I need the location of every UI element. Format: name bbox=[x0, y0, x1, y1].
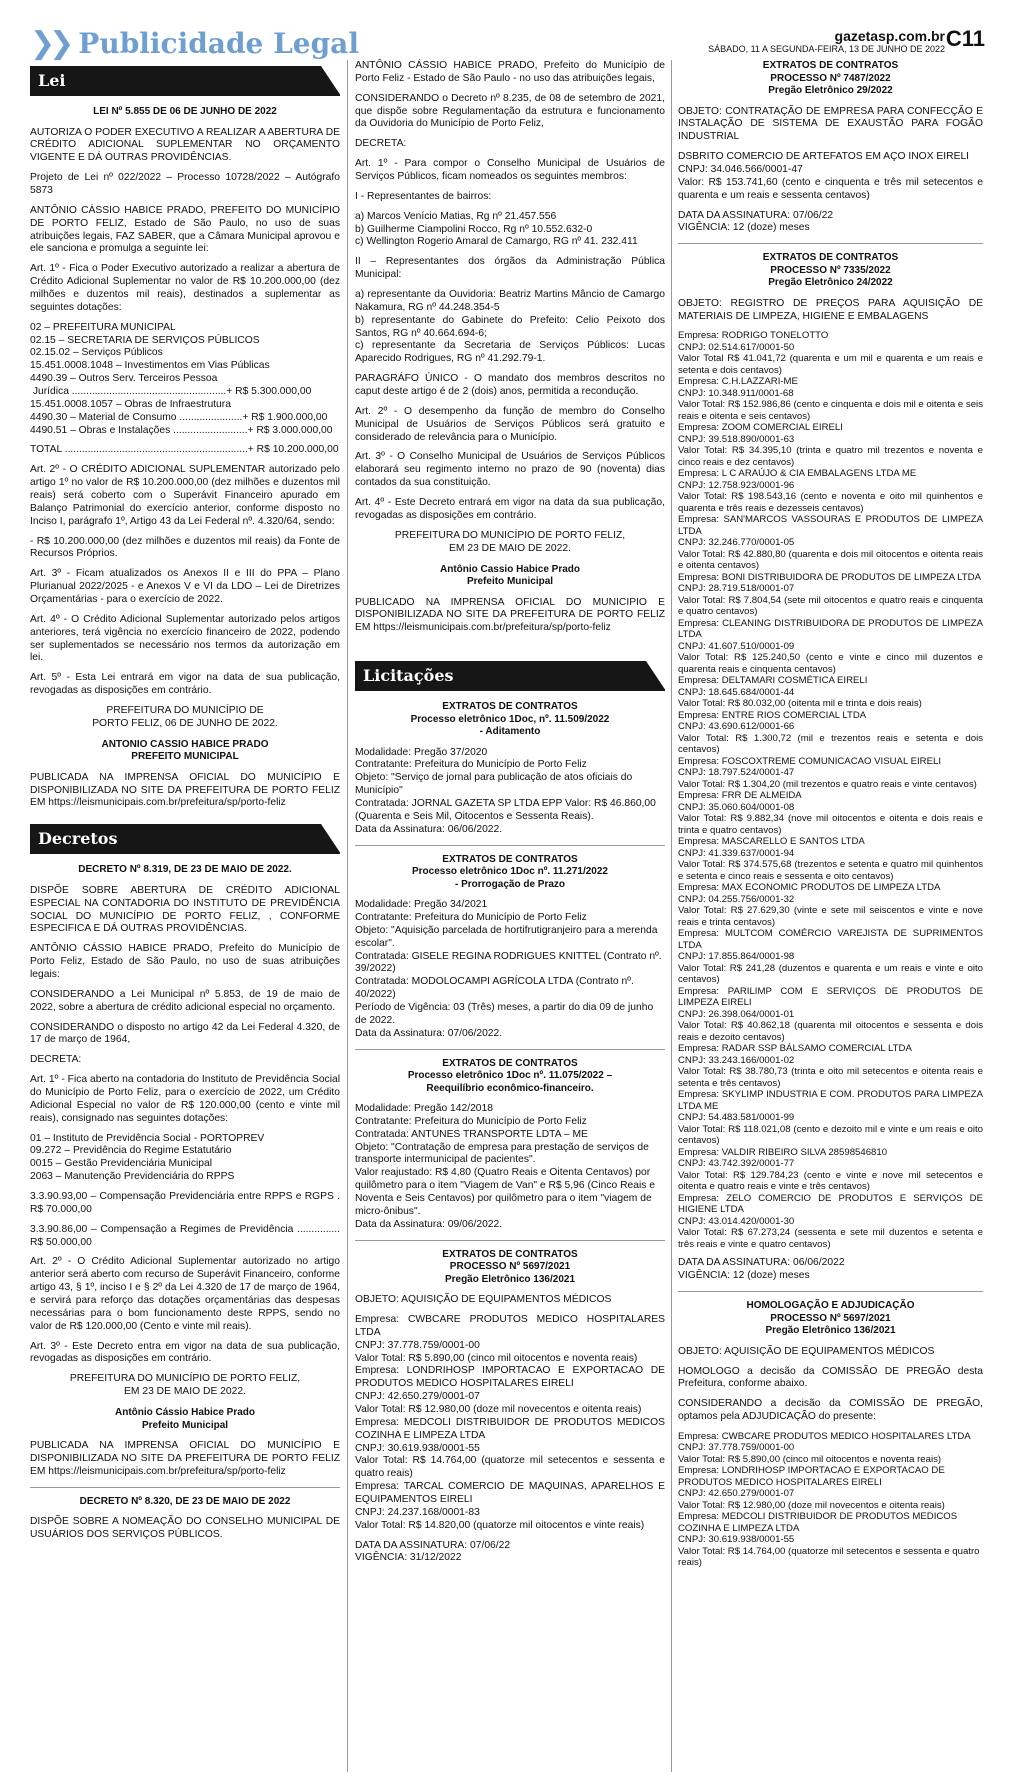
extrato-4-objeto: OBJETO: AQUISIÇÃO DE EQUIPAMENTOS MÉDICOS bbox=[355, 1294, 612, 1306]
decreto-8320-art1: Art. 1º - Para compor o Conselho Municipal de Usuários de Serviços Públicos, ficam nomeados os seguintes membros: bbox=[355, 158, 668, 183]
decreto-8320-title: DECRETO Nº 8.320, DE 23 DE MAIO DE 2022 bbox=[79, 1495, 291, 1507]
decreto-8320-inciso-ii: II – Representantes dos órgãos da Administração Pública Municipal: bbox=[355, 256, 668, 281]
decreto-8320-art3: Art. 3º - O Conselho Municipal de Usuários de Serviços Públicos elaborará seu regimento interno no prazo de 90 (noventa) dias contados da sua constituição. bbox=[355, 451, 668, 489]
extrato-6-objeto: OBJETO: REGISTRO DE PREÇOS PARA AQUISIÇÃO DE MATERIAIS DE LIMPEZA, HIGIENE E EMBALAGENS bbox=[678, 297, 986, 322]
divider bbox=[678, 1291, 983, 1292]
lei-art5: Art. 5º - Esta Lei entrará em vigor na data de sua publicação, revogadas as disposições em contrário. bbox=[30, 672, 343, 697]
page-header bbox=[30, 26, 985, 62]
decreto-8320-decreta: DECRETA: bbox=[355, 138, 407, 150]
section-header-decretos: Decretos bbox=[30, 824, 340, 854]
divider bbox=[355, 845, 665, 846]
decreto-8319-intro: ANTÔNIO CÁSSIO HABICE PRADO, Prefeito do Município de Porto Feliz, Estado de São Paulo, no uso de suas atribuições legais: bbox=[30, 943, 343, 980]
extrato-3-body: Modalidade: Pregão 142/2018 Contratante: Prefeitura do Município de Porto Feliz Contratada: ANTUNES TRANSPORTE LDTA – ME Objeto: "Contratação de empresa para prestação de serviços de transporte intermunicipal de pacientes". Valor reajustado: R$ 4,80 (Quatro Reais e Oitenta Centavos) por quilômetro para o item "Viagem de Van" e R$ 5,96 (Cinco Reais e Noventa e Seis Centavos) por quilômetro para o item "viagem de micro-ônibus". Data da Assinatura: 09/06/2022. bbox=[355, 1103, 655, 1230]
decreto-8320-ementa: DISPÕE SOBRE A NOMEAÇÃO DO CONSELHO MUNICIPAL DE USUÁRIOS DOS SERVIÇOS PÚBLICOS. bbox=[30, 1516, 343, 1540]
lei-art2b: - R$ 10.200.000,00 (dez milhões e duzentos mil reais) da Fonte de Recursos Próprios. bbox=[30, 535, 343, 560]
site-url[interactable]: gazetasp.com.br bbox=[834, 28, 945, 44]
lei-ementa: AUTORIZA O PODER EXECUTIVO A REALIZAR A ABERTURA DE CRÉDITO ADICIONAL SUPLEMENTAR NO ORÇAMENTO VIGENTE E DÁ OUTRAS PROVIDÊNCIAS. bbox=[30, 126, 343, 164]
decreto-8319-art3: Art. 3º - Este Decreto entra em vigor na data de sua publicação, revogadas as disposições em contrário. bbox=[30, 1340, 343, 1365]
extrato-2-body: Modalidade: Pregão 34/2021 Contratante: Prefeitura do Município de Porto Feliz Objeto: "Aquisição parcelada de hortifrutigranjeiro para a merenda escolar". Contratada: GISELE REGINA RODRIGUES KNITTEL (Contrato nº. 39/2022) Contratada: MODOLOCAMPI AGRÍCOLA LTDA (Contrato nº. 40/2022) Período de Vigência: 03 (Três) meses, a partir do dia 09 de junho de 2022. Data da Assinatura: 07/06/2022. bbox=[355, 899, 662, 1039]
extrato-4-body: Empresa: CWBCARE PRODUTOS MEDICO HOSPITALARES LTDA CNPJ: 37.778.759/0001-00 Valor Total: R$ 5.890,00 (cinco mil oitocentos e noventa reais) Empresa: LONDRIHOSP IMPORTACAO E EXPORTACAO DE PRODUTOS MEDICO HOSPITALARES EIRELI CNPJ: 42.650.279/0001-07 Valor Total: R$ 12.980,00 (doze mil novecentos e oitenta reais) Empresa: MEDCOLI DISTRIBUIDOR DE PRODUTOS MEDICOS COZINHA E LIMPEZA LTDA CNPJ: 30.619.938/0001-55 Valor Total: R$ 14.764,00 (quatorze mil setecentos e sessenta e quatro reais) Empresa: TARCAL COMERCIO DE MAQUINAS, APARELHOS E EQUIPAMENTOS EIRELI CNPJ: 24.237.168/0001-83 Valor Total: R$ 14.820,00 (quatorze mil oitocentos e vinte reais) bbox=[355, 1314, 665, 1531]
decreto-8319-dotacoes: 01 – Instituto de Previdência Social - PORTOPREV 09.272 – Previdência do Regime Estatutário 0015 – Gestão Previdenciária Municipal 2063 – Manutenção Previdenciária do RPPS bbox=[30, 1132, 265, 1183]
column-divider bbox=[347, 60, 348, 1772]
double-chevron-icon: ❯❯ bbox=[30, 26, 69, 61]
lei-art3: Art. 3º - Ficam atualizados os Anexos II e III do PPA – Plano Plurianual 2022/2025 - e Anexos V e VI da LDO – Lei de Diretrizes Orçamentárias - para o exercício de 2022. bbox=[30, 568, 343, 605]
lei-dotacoes: 02 – PREFEITURA MUNICIPAL 02.15 – SECRETARIA DE SERVIÇOS PÚBLICOS 02.15.02 – Serviços Públicos 15.451.0008.1048 – Investimentos em Vias Públicas 4490.39 – Outros Serv. Terceiros Pessoa Jurídica ......................................................+ R$ 5.300.000,00 15.451.0008.1057 – Obras de Infraestrutura 4490.30 – Material de Consumo ......................+ R$ 1.900.000,00 4490.51 – Obras e Instalações ..........................+ R$ 3.000.000,00 bbox=[30, 321, 333, 436]
decreto-8320-considerando: CONSIDERANDO o Decreto nº 8.235, de 08 de setembro de 2021, que dispõe sobre Regulamentação da estrutura e funcionamento da Ouvidoria do Município de Porto Feliz, bbox=[355, 92, 668, 130]
decreto-8320-publicacao: PUBLICADO NA IMPRENSA OFICIAL DO MUNICIPIO E DISPONIBILIZADA NO SITE DA PREFEITURA DE PORTO FELIZ EM https://leismunicipais.com.br/prefeitura/sp/porto-feliz bbox=[355, 596, 668, 634]
extrato-4-title: EXTRATOS DE CONTRATOS PROCESSO Nº 5697/2021 Pregão Eletrônico 136/2021 bbox=[442, 1248, 578, 1285]
extrato-5-title: EXTRATOS DE CONTRATOS PROCESSO Nº 7487/2022 Pregão Eletrônico 29/2022 bbox=[762, 60, 899, 96]
decreto-8319-dotacao-2: 3.3.90.93,00 – Compensação Previdenciária entre RPPS e RGPS . R$ 70.000,00 bbox=[30, 1191, 343, 1215]
homologacao-body: Empresa: CWBCARE PRODUTOS MEDICO HOSPITALARES LTDA CNPJ: 37.778.759/0001-00 Valor Total: R$ 5.890,00 (cinco mil oitocentos e noventa reais) Empresa: LONDRIHOSP IMPORTACAO E EXPORTACAO DE PRODUTOS MEDICO HOSPITALARES EIRELI CNPJ: 42.650.279/0001-07 Valor Total: R$ 12.980,00 (doze mil novecentos e oitenta reais) Empresa: MEDCOLI DISTRIBUIDOR DE PRODUTOS MEDICOS COZINHA E LIMPEZA LTDA CNPJ: 30.619.938/0001-55 Valor Total: R$ 14.764,00 (quatorze mil setecentos e sessenta e quatro reais) bbox=[678, 1430, 980, 1569]
decreto-8319-dotacao-3: 3.3.90.86,00 – Compensação a Regimes de Previdência ............... R$ 50.000,00 bbox=[30, 1223, 343, 1248]
decreto-8319-considerando-1: CONSIDERANDO a Lei Municipal nº 5.853, de 19 de maio de 2022, sobre a abertura de crédito adicional especial no orçamento. bbox=[30, 988, 343, 1013]
decreto-8320-inciso-i-list: a) Marcos Venício Matias, Rg nº 21.457.556 b) Guilherme Ciampolini Rocco, Rg nº 10.552.632-0 c) Wellington Rogerio Amaral de Camargo, RG nº 41. 232.411 bbox=[355, 210, 638, 248]
lei-title: LEI Nº 5.855 DE 06 DE JUNHO DE 2022 bbox=[93, 106, 277, 117]
extrato-5-body: DSBRITO COMERCIO DE ARTEFATOS EM AÇO INOX EIRELI CNPJ: 34.046.566/0001-47 Valor: R$ 153.741,60 (cento e cinquenta e três mil setecentos e quarenta e um reais e sessenta centavos) bbox=[678, 151, 983, 201]
decreto-8320-signature: Antônio Cassio Habice Prado Prefeito Municipal bbox=[439, 563, 581, 587]
extrato-6-footer: DATA DA ASSINATURA: 06/06/2022 VIGÊNCIA: 12 (doze) meses bbox=[678, 1257, 845, 1282]
section-title: Publicidade Legal bbox=[78, 27, 359, 60]
extrato-2-title: EXTRATOS DE CONTRATOS Processo eletrônico 1Doc nº. 11.271/2022 - Prorrogação de Prazo bbox=[412, 853, 608, 890]
extrato-3-title: EXTRATOS DE CONTRATOS Processo eletrônico 1Doc nº. 11.075/2022 – Reequilíbrio econômico-financeiro. bbox=[407, 1057, 613, 1094]
homologacao-objeto: OBJETO: AQUISIÇÃO DE EQUIPAMENTOS MÉDICOS bbox=[678, 1345, 935, 1357]
extrato-5-objeto: OBJETO: CONTRATAÇÃO DE EMPRESA PARA CONFECÇÃO E INSTALAÇÃO DE SISTEMA DE EXAUSTÃO PARA FOGÃO INDUSTRIAL bbox=[678, 105, 986, 143]
decreto-8319-ementa: DISPÕE SOBRE ABERTURA DE CRÉDITO ADICIONAL ESPECIAL NA CONTADORIA DO INSTITUTO DE PREVIDÊNCIA SOCIAL DO MUNICÍPIO DE PORTO FELIZ, , CONFORME ESPECIFICA E DÁ OUTRAS PROVIDÊNCIAS. bbox=[30, 884, 343, 935]
lei-publicacao: PUBLICADA NA IMPRENSA OFICIAL DO MUNICÍPIO E DISPONIBILIZADA NO SITE DA PREFEITURA DE PORTO FELIZ EM https://leismunicipais.com.br/prefeitura/sp/porto-feliz bbox=[30, 771, 343, 809]
column-divider bbox=[671, 60, 672, 1772]
homologacao-homologo: HOMOLOGO a decisão da COMISSÃO DE PREGÃO desta Prefeitura, conforme abaixo. bbox=[678, 1365, 986, 1390]
column-2 bbox=[355, 60, 668, 1565]
lei-art1: Art. 1º - Fica o Poder Executivo autorizado a realizar a abertura de Crédito Adicional Suplementar no valor de R$ 10.200.000,00 (dez milhões e duzentos mil reais), destinados a suplementar as seguintes dotações: bbox=[30, 263, 343, 313]
decreto-8319-publicacao: PUBLICADA NA IMPRENSA OFICIAL DO MUNICÍPIO E DISPONIBILIZADA NO SITE DA PREFEITURA DE PORTO FELIZ EM https://leismunicipais.com.br/prefeitura/sp/porto-feliz bbox=[30, 1440, 343, 1477]
decreto-8319-considerando-2: CONSIDERANDO o disposto no artigo 42 da Lei Federal 4.320, de 17 de março de 1964, bbox=[30, 1021, 343, 1046]
divider bbox=[30, 1487, 340, 1488]
header-meta bbox=[708, 28, 945, 54]
homologacao-considerando: CONSIDERANDO a decisão da COMISSÃO DE PREGÃO, optamos pela ADJUDICAÇÃO do presente: bbox=[678, 1398, 986, 1423]
divider bbox=[355, 1240, 665, 1241]
decreto-8320-art4: Art. 4º - Este Decreto entrará em vigor na data da sua publicação, revogadas as disposições em contrário. bbox=[355, 497, 668, 521]
lei-intro: ANTÔNIO CÁSSIO HABICE PRADO, PREFEITO DO MUNICÍPIO DE PORTO FELIZ, Estado de São Paulo, no uso de suas atribuições legais, FAZ SABER, que a Câmara Municipal aprovou e ele sanciona e promulga a seguinte lei: bbox=[30, 204, 343, 255]
extrato-6-body: Empresa: RODRIGO TONELOTTO CNPJ: 02.514.617/0001-50 Valor Total R$ 41.041,72 (quarenta e um mil e quarenta e um reais e setenta e dois centavos) Empresa: C.H.LAZZARI-ME CNPJ: 10.348.911/0001-68 Valor Total: R$ 152.986,86 (cento e cinquenta e dois mil e oitenta e seis reais e oitenta e seis centavos) Empresa: ZOOM COMERCIAL EIRELI CNPJ: 39.518.890/0001-63 Valor Total: R$ 34.395,10 (trinta e quatro mil trezentos e noventa e cinco reais e dez centavos) Empresa: L C ARAÚJO & CIA EMBALAGENS LTDA ME CNPJ: 12.758.923/0001-96 Valor Total: R$ 198.543,16 (cento e noventa e oito mil quinhentos e quarenta e três reais e dezesseis centavos) Empresa: SAN'MARCOS VASSOURAS E PRODUTOS DE LIMPEZA LTDA CNPJ: 32.246.770/0001-05 Valor Total: R$ 42.880,80 (quarenta e dois mil oitocentos e oitenta reais e oitenta centavos) Empresa: BONI DISTRIBUIDORA DE PRODUTOS DE LIMPEZA LTDA CNPJ: 28.719.518/0001-07 Valor Total: R$ 7.804,54 (sete mil oitocentos e quatro reais e cinquenta e quatro centavos) Empresa: CLEANING DISTRIBUIDORA DE PRODUTOS DE LIMPEZA LTDA CNPJ: 41.607.510/0001-09 Valor Total: R$ 125.240,50 (cento e vinte e cinco mil duzentos e quarenta reais e cinquenta centavos) Empresa: DELTAMARI COSMÉTICA EIRELI CNPJ: 18.645.684/0001-44 Valor Total: R$ 80.032,00 (oitenta mil e trinta e dois reais) Empresa: ENTRE RIOS COMERCIAL LTDA CNPJ: 43.690.612/0001-66 Valor Total: R$ 1.300,72 (mil e trezentos reais e setenta e dois centavos) Empresa: FOSCOXTREME COMUNICACAO VISUAL EIRELI CNPJ: 18.797.524/0001-47 Valor Total: R$ 1.304,20 (mil trezentos e quatro reais e vinte centavos) Empresa: FRR DE ALMEIDA CNPJ: 35.060.604/0001-08 Valor Total: R$ 9.882,34 (nove mil oitocentos e oitenta e dois reais e trinta e quatro centavos) Empresa: MASCARELLO E SANTOS LTDA CNPJ: 41.339.637/0001-94 Valor Total: R$ 374.575,68 (trezentos e setenta e quatro mil quinhentos e setenta e cinco reais e sessenta e oito centavos) Empresa: MAX ECONOMIC PRODUTOS DE LIMPEZA LTDA CNPJ: 04.255.756/0001-32 Valor Total: R$ 27.629,30 (vinte e sete mil seiscentos e vinte e nove reais e trinta centavos) Empresa: MULTCOM COMÉRCIO VAREJISTA DE SUPRIMENTOS LTDA CNPJ: 17.855.864/0001-98 Valor Total: R$ 241,28 (duzentos e quarenta e um reais e vinte e oito centavos) Empresa: PARILIMP COM E SERVIÇOS DE PRODUTOS DE LIMPEZA EIRELI CNPJ: 26.398.064/0001-01 Valor Total: R$ 40.862,18 (quarenta mil oitocentos e sessenta e dois reais e dezoito centavos) Empresa: RADAR SSP BÁLSAMO COMERCIAL LTDA CNPJ: 33.243.166/0001-02 Valor Total: R$ 38.780,73 (trinta e oito mil setecentos e oitenta reais e setenta e três centavos) Empresa: SKYLIMP INDUSTRIA E COM. PRODUTOS PARA LIMPEZA LTDA ME CNPJ: 54.483.581/0001-99 Valor Total: R$ 118.021,08 (cento e dezoito mil e vinte e um reais e oito centavos) Empresa: VALDIR RIBEIRO SILVA 28598546810 CNPJ: 43.742.392/0001-77 Valor Total: R$ 129.784,23 (cento e vinte e nove mil setecentos e oitenta e quatro reais e vinte e três centavos) Empresa: ZELO COMERCIO DE PRODUTOS E SERVIÇOS DE HIGIENE LTDA CNPJ: 43.014.420/0001-30 Valor Total: R$ 67.273,24 (sessenta e sete mil duzentos e setenta e três reais e vinte e quatro centavos) bbox=[678, 330, 983, 1250]
decreto-8320-inciso-i: I - Representantes de bairros: bbox=[355, 190, 492, 202]
decreto-8319-art1: Art. 1º - Fica aberto na contadoria do Instituto de Previdência Social do Município de Porto Feliz, para o exercício de 2022, um Crédito Adicional Especial no valor de R$ 120.000,00 (cento e vinte mil reais), consignado nas seguintes dotações: bbox=[30, 1074, 343, 1124]
lei-total: TOTAL ................................................................+ R$ 10.200.000,00 bbox=[30, 444, 339, 456]
decreto-8320-intro: ANTÔNIO CÁSSIO HABICE PRADO, Prefeito do Município de Porto Feliz - Estado de São Paulo - no uso das atribuições legais, bbox=[355, 60, 668, 84]
lei-projeto: Projeto de Lei nº 022/2022 – Processo 10728/2022 – Autógrafo 5873 bbox=[30, 172, 343, 196]
decreto-8319-decreta: DECRETA: bbox=[30, 1054, 82, 1066]
lei-local: PREFEITURA DO MUNICÍPIO DE PORTO FELIZ, 06 DE JUNHO DE 2022. bbox=[92, 705, 278, 729]
section-header-lei: Lei bbox=[30, 66, 340, 96]
lei-art2: Art. 2º - O CRÉDITO ADICIONAL SUPLEMENTAR autorizado pelo artigo 1º no valor de R$ 10.200.000,00 (dez milhões e duzentos mil reais) será coberto com o Superávit Financeiro apurado em Balanço Patrimonial do exercício anterior, conforme disposto no Inciso I, parágrafo 1º, Artigo 43 da Lei Federal nº. 4.320/64, sendo: bbox=[30, 464, 343, 527]
column-1 bbox=[30, 60, 343, 1549]
decreto-8319-title: DECRETO Nº 8.319, DE 23 DE MAIO DE 2022. bbox=[78, 864, 292, 876]
decreto-8320-paragrafo: PARAGRÁFO ÚNICO - O mandato dos membros descritos no caput deste artigo é de 2 (dois) anos, permitida a recondução. bbox=[355, 373, 668, 398]
extrato-4-footer: DATA DA ASSINATURA: 07/06/22 VIGÊNCIA: 31/12/2022 bbox=[355, 1539, 511, 1564]
divider bbox=[355, 1049, 665, 1050]
decreto-8320-art2: Art. 2º - O desempenho da função de membro do Conselho Municipal de Usuários de Serviços Públicos será gratuito e considerado de relevância para o Município. bbox=[355, 405, 668, 443]
column-3 bbox=[678, 60, 986, 1569]
edition-date: SÁBADO, 11 A SEGUNDA-FEIRA, 13 DE JUNHO DE 2022 bbox=[708, 44, 945, 54]
decreto-8319-signature: Antônio Cássio Habice Prado Prefeito Municipal bbox=[114, 1407, 256, 1431]
lei-signature: ANTONIO CASSIO HABICE PRADO PREFEITO MUNICIPAL bbox=[101, 738, 269, 763]
divider bbox=[678, 243, 983, 244]
decreto-8319-art2: Art. 2º - O Crédito Adicional Suplementar autorizado no artigo anterior será aberto com recurso de Superávit Financeiro, conforme artigo 43, § 1º, inciso I e § 2º da Lei 4.320 de 17 de março de 1964, e servirá para reforço das dotações orçamentárias das despesas necessárias para o bom funcionamento deste RPPS, sendo no valor de R$ 120.000,00 (Cento e vinte mil reais). bbox=[30, 1256, 343, 1332]
decreto-8320-inciso-ii-list: a) representante da Ouvidoria: Beatriz Martins Mâncio de Camargo Nakamura, RG nº 44.248.354-5 b) representante do Gabinete do Prefeito: Celio Peixoto dos Santos, RG nº 40.664.694-6; c) representante da Secretaria de Serviços Públicos: Lucas Aparecido Rodrigues, RG nº 41.292.79-1. bbox=[355, 289, 665, 365]
section-header-licitacoes: Licitações bbox=[355, 661, 665, 691]
extrato-5-footer: DATA DA ASSINATURA: 07/06/22 VIGÊNCIA: 12 (doze) meses bbox=[678, 209, 834, 234]
extrato-6-title: EXTRATOS DE CONTRATOS PROCESSO Nº 7335/2022 Pregão Eletrônico 24/2022 bbox=[762, 252, 899, 289]
homologacao-title: HOMOLOGAÇÃO E ADJUDICAÇÃO PROCESSO Nº 5697/2021 Pregão Eletrônico 136/2021 bbox=[746, 1300, 915, 1337]
lei-art4: Art. 4º - O Crédito Adicional Suplementar autorizado pelos artigos anteriores, terá vigência no exercício financeiro de 2022, podendo ser suplementados se necessário nos termos da autorização em lei. bbox=[30, 613, 343, 664]
decreto-8319-local: PREFEITURA DO MUNICÍPIO DE PORTO FELIZ, EM 23 DE MAIO DE 2022. bbox=[69, 1373, 301, 1398]
extrato-1-body: Modalidade: Pregão 37/2020 Contratante: Prefeitura do Município de Porto Feliz Objeto: "Serviço de jornal para publicação de atos oficiais do Município" Contratada: JORNAL GAZETA SP LTDA EPP Valor: R$ 46.860,00 (Quarenta e Seis Mil, Oitocentos e Sessenta Reais). Data da Assinatura: 06/06/2022. bbox=[355, 746, 656, 835]
extrato-1-title: EXTRATOS DE CONTRATOS Processo eletrônico 1Doc, nº. 11.509/2022 - Aditamento bbox=[410, 701, 610, 738]
page-number: C11 bbox=[945, 26, 985, 51]
section-logo bbox=[30, 26, 359, 61]
decreto-8320-local: PREFEITURA DO MUNICÍPIO DE PORTO FELIZ, EM 23 DE MAIO DE 2022. bbox=[394, 529, 626, 554]
